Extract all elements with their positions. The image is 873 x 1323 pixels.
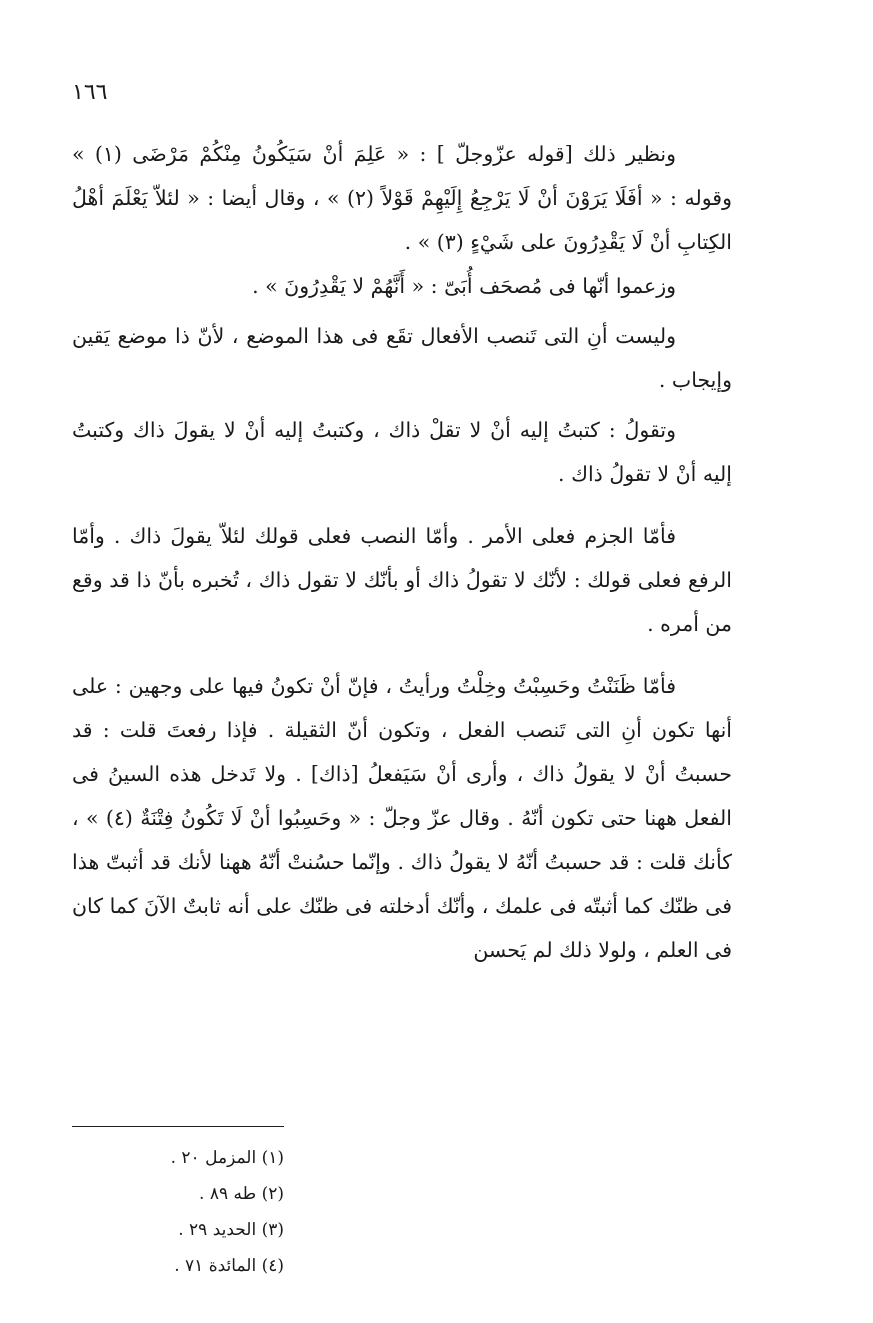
footnotes-list xyxy=(72,1140,284,1284)
paragraph-gap xyxy=(72,496,732,514)
footnote-1: (١) المزمل ٢٠ . xyxy=(170,1148,284,1168)
paragraph-4: وتقولُ : كتبتُ إليه أنْ لا تقلْ ذاك ، وكتبتُ إليه أنْ لا يقولَ ذاك وكتبتُ إليه أنْ لا تقولُ ذاك . xyxy=(72,418,732,486)
book-page xyxy=(72,70,732,1310)
main-text xyxy=(72,132,732,972)
paragraph-1: ونظير ذلك [قوله عزّوجلّ ] : « عَلِمَ أنْ سَيَكُونُ مِنْكُمْ مَرْضَى (١) » وقوله : « أفَلَا يَرَوْنَ أنْ لَا يَرْجِعُ إِلَيْهِمْ قَوْلاً (٢) » ، وقال أيضا : « لئلاّ يَعْلَمَ أهْلُ الكِتابِ أنْ لَا يَقْدِرُونَ على شَيْءٍ (٣) » . xyxy=(72,142,732,254)
paragraph-2: وزعموا أنّها فى مُصحَف أُبَىّ : « أَنَّهُمْ لا يَقْدِرُونَ » . xyxy=(252,274,676,298)
footnote-4: (٤) المائدة ٧١ . xyxy=(174,1256,284,1276)
footnote-divider xyxy=(72,1126,284,1127)
paragraph-6: فأمّا ظَنَنْتُ وحَسِبْتُ وخِلْتُ ورأيتُ ، فإنّ أنْ تكونُ فيها على وجهين : على أنها تكون أنِ التى تَنصب الفعل ، وتكون أنّ الثقيلة . فإذا رفعتَ قلت : قد حسبتُ أنْ لا يقولُ ذاك ، وأرى أنْ سَيَفعلُ [ذاك] . ولا تَدخل هذه السينُ فى الفعل ههنا حتى تكون أنّهُ . وقال عزّ وجلّ : « وحَسِبُوا أنْ لَا تَكُونُ فِتْنَةٌ (٤) » ، كأنك قلت : قد حسبتُ أنّهُ لا يقولُ ذاك . وإنّما حسُنتْ أنّهُ ههنا لأنك قد أثبتّ هذا فى ظنّك كما أثبتّه فى علمك ، وأنّك أدخلته فى ظنّك على أنه ثابتٌ الآنَ كما كان فى العلم ، ولولا ذلك لم يَحسن xyxy=(72,674,732,962)
paragraph-3: وليست أنِ التى تَنصب الأفعال تقَع فى هذا الموضع ، لأنّ ذا موضع يَقين وإيجاب . xyxy=(72,324,732,392)
paragraph-5: فأمّا الجزم فعلى الأمر . وأمّا النصب فعلى قولك لئلاّ يقولَ ذاك . وأمّا الرفع فعلى قولك : لأنّك لا تقولُ ذاك أو بأنّك لا تقول ذاك ، تُخبره بأنّ ذا قد وقع من أمره . xyxy=(72,524,732,636)
footnote-2: (٢) طه ٨٩ . xyxy=(199,1184,284,1204)
paragraph-gap xyxy=(72,646,732,664)
page-number: ١٦٦ xyxy=(72,80,108,105)
footnote-3: (٣) الحديد ٢٩ . xyxy=(178,1220,284,1240)
